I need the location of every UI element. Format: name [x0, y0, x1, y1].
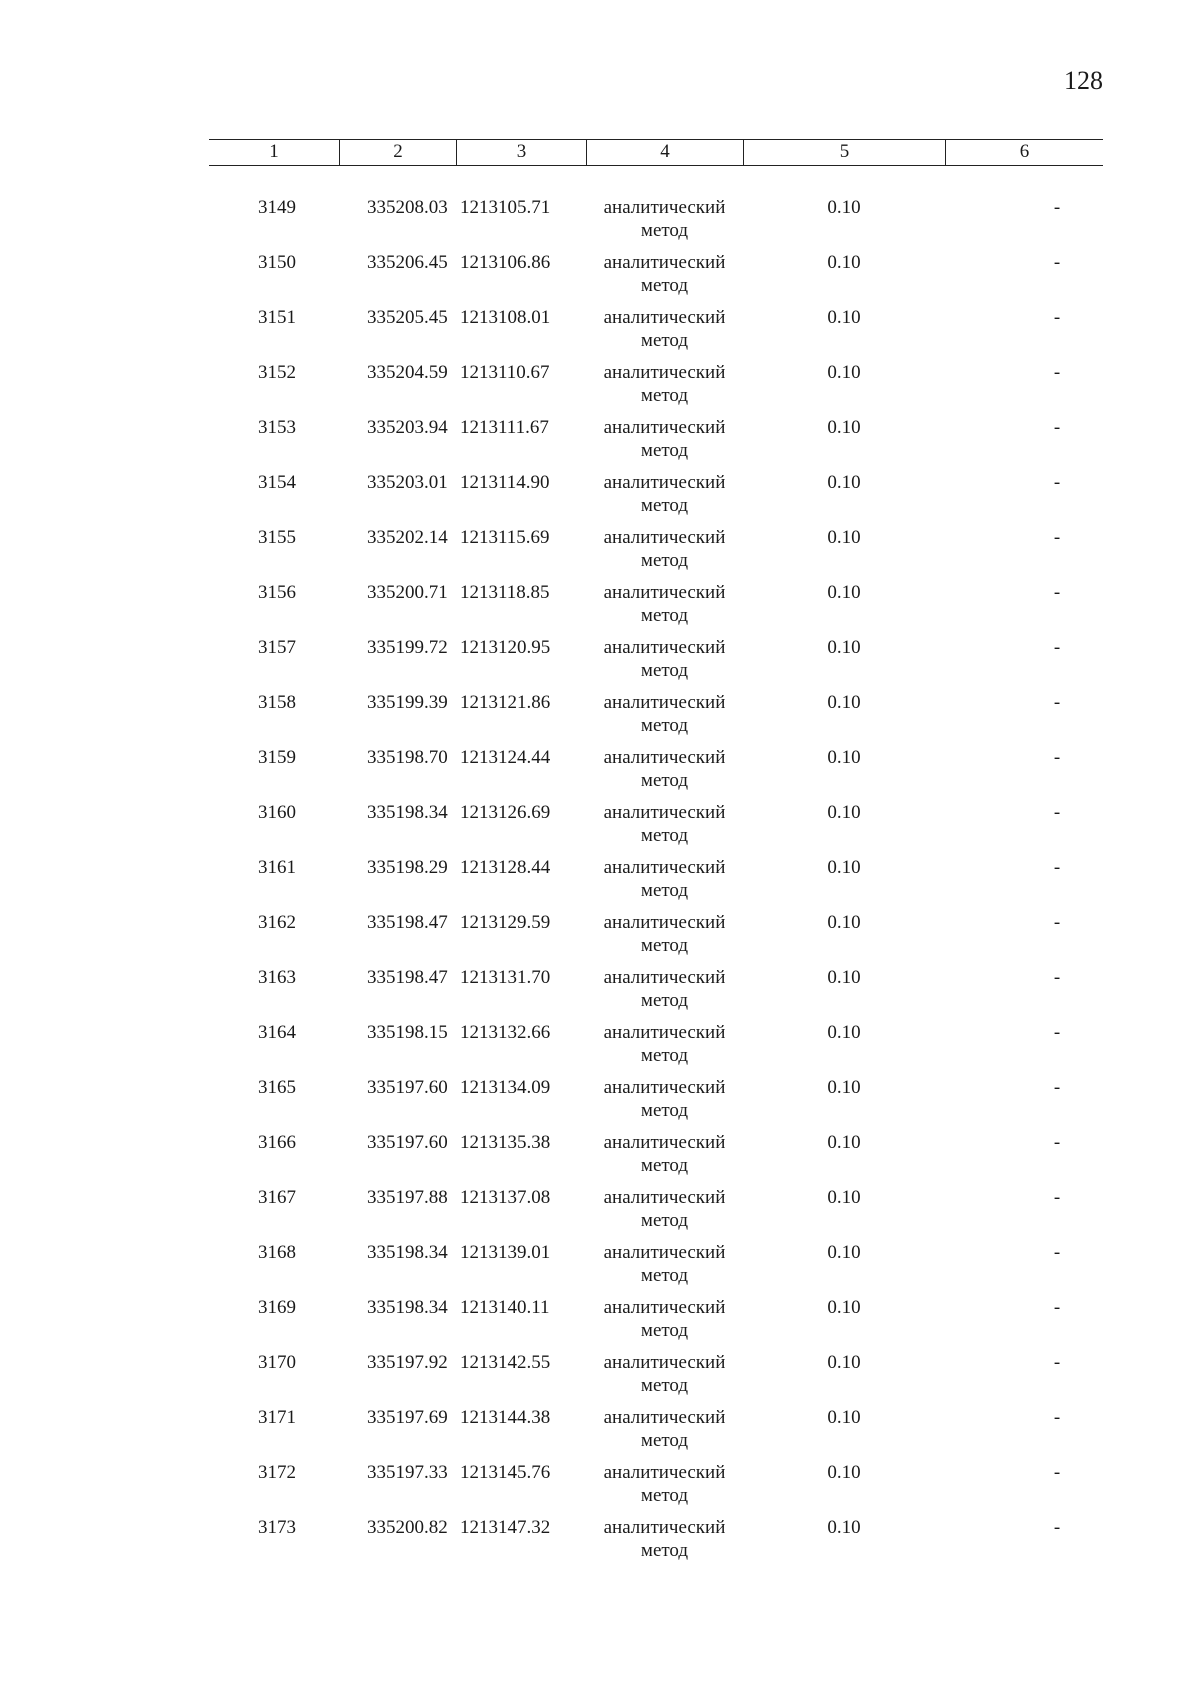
- y-coordinate-cell: 1213135.38: [460, 1132, 551, 1153]
- method-cell: [586, 1516, 743, 1571]
- x-coordinate-cell: 335197.88: [367, 1187, 448, 1208]
- error-cell: 0.10: [827, 1187, 861, 1208]
- y-coordinate-cell: 1213120.95: [460, 637, 551, 658]
- header-cell: 6: [945, 140, 1103, 165]
- table-row: [209, 1351, 1103, 1406]
- method-line-2: метод: [640, 660, 689, 681]
- method-cell: [586, 526, 743, 581]
- error-cell: 0.10: [827, 802, 861, 823]
- x-coordinate-cell: 335202.14: [367, 527, 448, 548]
- x-coordinate-cell: 335197.60: [367, 1077, 448, 1098]
- table-row: [209, 856, 1103, 911]
- method-line-1: аналитический: [603, 1187, 726, 1208]
- method-cell: [586, 1461, 743, 1516]
- note-cell: -: [1053, 1297, 1061, 1318]
- method-line-1: аналитический: [603, 1077, 726, 1098]
- note-cell: -: [1053, 802, 1061, 823]
- error-cell: 0.10: [827, 1242, 861, 1263]
- method-line-1: аналитический: [603, 307, 726, 328]
- method-line-2: метод: [640, 880, 689, 901]
- x-coordinate-cell: 335197.69: [367, 1407, 448, 1428]
- error-cell: 0.10: [827, 472, 861, 493]
- y-coordinate-cell: 1213111.67: [460, 417, 549, 438]
- error-cell: 0.10: [827, 1077, 861, 1098]
- table-row: [209, 636, 1103, 691]
- table-row: [209, 1021, 1103, 1076]
- error-cell: 0.10: [827, 1352, 861, 1373]
- method-line-1: аналитический: [603, 637, 726, 658]
- error-cell: 0.10: [827, 692, 861, 713]
- table-row: [209, 1076, 1103, 1131]
- y-coordinate-cell: 1213106.86: [460, 252, 551, 273]
- note-cell: -: [1053, 1077, 1061, 1098]
- method-line-1: аналитический: [603, 802, 726, 823]
- note-cell: -: [1053, 1022, 1061, 1043]
- x-coordinate-cell: 335198.34: [367, 1242, 448, 1263]
- method-line-1: аналитический: [603, 1242, 726, 1263]
- note-cell: -: [1053, 1407, 1061, 1428]
- y-coordinate-cell: 1213145.76: [460, 1462, 551, 1483]
- method-line-1: аналитический: [603, 1352, 726, 1373]
- method-line-2: метод: [640, 1540, 689, 1561]
- y-coordinate-cell: 1213129.59: [460, 912, 551, 933]
- note-cell: -: [1053, 1132, 1061, 1153]
- note-cell: -: [1053, 692, 1061, 713]
- point-number-cell: 3152: [258, 362, 296, 383]
- point-number-cell: 3150: [258, 252, 296, 273]
- x-coordinate-cell: 335197.33: [367, 1462, 448, 1483]
- method-cell: [586, 801, 743, 856]
- method-line-1: аналитический: [603, 747, 726, 768]
- method-line-1: аналитический: [603, 1517, 726, 1538]
- method-line-2: метод: [640, 330, 689, 351]
- table-row: [209, 966, 1103, 1021]
- x-coordinate-cell: 335199.39: [367, 692, 448, 713]
- y-coordinate-cell: 1213121.86: [460, 692, 551, 713]
- x-coordinate-cell: 335197.92: [367, 1352, 448, 1373]
- method-line-2: метод: [640, 1210, 689, 1231]
- point-number-cell: 3164: [258, 1022, 296, 1043]
- method-cell: [586, 1131, 743, 1186]
- method-line-2: метод: [640, 990, 689, 1011]
- error-cell: 0.10: [827, 747, 861, 768]
- x-coordinate-cell: 335198.15: [367, 1022, 448, 1043]
- table-row: [209, 471, 1103, 526]
- error-cell: 0.10: [827, 527, 861, 548]
- table-row: [209, 1241, 1103, 1296]
- point-number-cell: 3158: [258, 692, 296, 713]
- table-row: [209, 1186, 1103, 1241]
- note-cell: -: [1053, 912, 1061, 933]
- method-line-1: аналитический: [603, 912, 726, 933]
- y-coordinate-cell: 1213115.69: [460, 527, 550, 548]
- method-line-1: аналитический: [603, 197, 726, 218]
- y-coordinate-cell: 1213142.55: [460, 1352, 551, 1373]
- method-line-1: аналитический: [603, 1462, 726, 1483]
- coordinates-table: [209, 139, 1103, 1571]
- y-coordinate-cell: 1213114.90: [460, 472, 550, 493]
- table-row: [209, 1296, 1103, 1351]
- header-cell: 1: [269, 141, 279, 162]
- note-cell: -: [1053, 362, 1061, 383]
- table-row: [209, 196, 1103, 251]
- note-cell: -: [1053, 1462, 1061, 1483]
- method-line-2: метод: [640, 220, 689, 241]
- note-cell: -: [1053, 1187, 1061, 1208]
- method-line-2: метод: [640, 825, 689, 846]
- method-line-2: метод: [640, 770, 689, 791]
- point-number-cell: 3156: [258, 582, 296, 603]
- x-coordinate-cell: 335198.70: [367, 747, 448, 768]
- method-cell: [586, 636, 743, 691]
- method-line-1: аналитический: [603, 527, 726, 548]
- table-row: [209, 1461, 1103, 1516]
- method-line-2: метод: [640, 1155, 689, 1176]
- point-number-cell: 3149: [258, 197, 296, 218]
- point-number-cell: 3171: [258, 1407, 296, 1428]
- method-cell: [586, 306, 743, 361]
- point-number-cell: 3165: [258, 1077, 296, 1098]
- header-cell: 4: [586, 140, 743, 165]
- point-number-cell: 3154: [258, 472, 296, 493]
- error-cell: 0.10: [827, 307, 861, 328]
- table-body: [209, 166, 1103, 1571]
- note-cell: -: [1053, 472, 1061, 493]
- note-cell: -: [1053, 967, 1061, 988]
- method-line-1: аналитический: [603, 857, 726, 878]
- method-cell: [586, 1406, 743, 1461]
- note-cell: -: [1053, 857, 1061, 878]
- point-number-cell: 3161: [258, 857, 296, 878]
- error-cell: 0.10: [827, 1462, 861, 1483]
- method-line-1: аналитический: [603, 967, 726, 988]
- method-line-2: метод: [640, 935, 689, 956]
- method-cell: [586, 1241, 743, 1296]
- method-cell: [586, 251, 743, 306]
- error-cell: 0.10: [827, 1407, 861, 1428]
- error-cell: 0.10: [827, 197, 861, 218]
- header-cell: 3: [456, 140, 586, 165]
- y-coordinate-cell: 1213147.32: [460, 1517, 551, 1538]
- error-cell: 0.10: [827, 967, 861, 988]
- point-number-cell: 3159: [258, 747, 296, 768]
- note-cell: -: [1053, 197, 1061, 218]
- method-line-2: метод: [640, 550, 689, 571]
- table-row: [209, 581, 1103, 636]
- table-row: [209, 1406, 1103, 1461]
- x-coordinate-cell: 335198.34: [367, 802, 448, 823]
- error-cell: 0.10: [827, 417, 861, 438]
- table-row: [209, 1131, 1103, 1186]
- method-line-1: аналитический: [603, 582, 726, 603]
- method-line-1: аналитический: [603, 692, 726, 713]
- error-cell: 0.10: [827, 1297, 861, 1318]
- point-number-cell: 3160: [258, 802, 296, 823]
- x-coordinate-cell: 335203.01: [367, 472, 448, 493]
- y-coordinate-cell: 1213124.44: [460, 747, 551, 768]
- method-cell: [586, 746, 743, 801]
- x-coordinate-cell: 335203.94: [367, 417, 448, 438]
- y-coordinate-cell: 1213108.01: [460, 307, 551, 328]
- table-row: [209, 801, 1103, 856]
- note-cell: -: [1053, 307, 1061, 328]
- table-row: [209, 361, 1103, 416]
- point-number-cell: 3157: [258, 637, 296, 658]
- method-line-1: аналитический: [603, 1407, 726, 1428]
- method-cell: [586, 196, 743, 251]
- method-line-2: метод: [640, 440, 689, 461]
- note-cell: -: [1053, 417, 1061, 438]
- method-line-2: метод: [640, 1045, 689, 1066]
- table-row: [209, 746, 1103, 801]
- method-line-2: метод: [640, 385, 689, 406]
- point-number-cell: 3151: [258, 307, 296, 328]
- point-number-cell: 3170: [258, 1352, 296, 1373]
- x-coordinate-cell: 335198.47: [367, 967, 448, 988]
- x-coordinate-cell: 335198.29: [367, 857, 448, 878]
- method-cell: [586, 361, 743, 416]
- note-cell: -: [1053, 252, 1061, 273]
- method-line-1: аналитический: [603, 362, 726, 383]
- note-cell: -: [1053, 1242, 1061, 1263]
- method-cell: [586, 1021, 743, 1076]
- error-cell: 0.10: [827, 252, 861, 273]
- method-line-1: аналитический: [603, 1022, 726, 1043]
- table-row: [209, 526, 1103, 581]
- x-coordinate-cell: 335205.45: [367, 307, 448, 328]
- y-coordinate-cell: 1213128.44: [460, 857, 551, 878]
- table-row: [209, 416, 1103, 471]
- method-line-2: метод: [640, 1485, 689, 1506]
- error-cell: 0.10: [827, 1022, 861, 1043]
- method-line-2: метод: [640, 1100, 689, 1121]
- error-cell: 0.10: [827, 1132, 861, 1153]
- note-cell: -: [1053, 582, 1061, 603]
- method-line-2: метод: [640, 1320, 689, 1341]
- point-number-cell: 3155: [258, 527, 296, 548]
- point-number-cell: 3167: [258, 1187, 296, 1208]
- y-coordinate-cell: 1213126.69: [460, 802, 551, 823]
- note-cell: -: [1053, 637, 1061, 658]
- method-cell: [586, 1351, 743, 1406]
- note-cell: -: [1053, 747, 1061, 768]
- x-coordinate-cell: 335199.72: [367, 637, 448, 658]
- method-line-2: метод: [640, 275, 689, 296]
- error-cell: 0.10: [827, 912, 861, 933]
- point-number-cell: 3153: [258, 417, 296, 438]
- x-coordinate-cell: 335197.60: [367, 1132, 448, 1153]
- method-cell: [586, 911, 743, 966]
- y-coordinate-cell: 1213118.85: [460, 582, 550, 603]
- x-coordinate-cell: 335208.03: [367, 197, 448, 218]
- method-line-2: метод: [640, 605, 689, 626]
- point-number-cell: 3162: [258, 912, 296, 933]
- x-coordinate-cell: 335200.82: [367, 1517, 448, 1538]
- method-cell: [586, 1296, 743, 1351]
- error-cell: 0.10: [827, 637, 861, 658]
- error-cell: 0.10: [827, 1517, 861, 1538]
- method-cell: [586, 1076, 743, 1131]
- method-line-2: метод: [640, 495, 689, 516]
- method-cell: [586, 856, 743, 911]
- y-coordinate-cell: 1213139.01: [460, 1242, 551, 1263]
- note-cell: -: [1053, 1517, 1061, 1538]
- table-row: [209, 911, 1103, 966]
- table-header: [209, 139, 1103, 166]
- page-number: 128: [1064, 66, 1103, 95]
- method-cell: [586, 416, 743, 471]
- method-line-2: метод: [640, 1265, 689, 1286]
- y-coordinate-cell: 1213132.66: [460, 1022, 551, 1043]
- y-coordinate-cell: 1213134.09: [460, 1077, 551, 1098]
- y-coordinate-cell: 1213110.67: [460, 362, 550, 383]
- method-line-2: метод: [640, 715, 689, 736]
- x-coordinate-cell: 335200.71: [367, 582, 448, 603]
- table-row: [209, 306, 1103, 361]
- table-row: [209, 251, 1103, 306]
- method-line-1: аналитический: [603, 1132, 726, 1153]
- point-number-cell: 3166: [258, 1132, 296, 1153]
- method-cell: [586, 966, 743, 1021]
- note-cell: -: [1053, 1352, 1061, 1373]
- method-line-1: аналитический: [603, 1297, 726, 1318]
- y-coordinate-cell: 1213131.70: [460, 967, 551, 988]
- error-cell: 0.10: [827, 362, 861, 383]
- header-cell: 5: [743, 140, 945, 165]
- point-number-cell: 3169: [258, 1297, 296, 1318]
- y-coordinate-cell: 1213144.38: [460, 1407, 551, 1428]
- method-cell: [586, 471, 743, 526]
- table-row: [209, 691, 1103, 746]
- header-cell: 2: [339, 140, 456, 165]
- method-line-2: метод: [640, 1375, 689, 1396]
- point-number-cell: 3168: [258, 1242, 296, 1263]
- x-coordinate-cell: 335198.34: [367, 1297, 448, 1318]
- y-coordinate-cell: 1213105.71: [460, 197, 551, 218]
- table-row: [209, 1516, 1103, 1571]
- method-cell: [586, 691, 743, 746]
- point-number-cell: 3173: [258, 1517, 296, 1538]
- y-coordinate-cell: 1213137.08: [460, 1187, 551, 1208]
- error-cell: 0.10: [827, 857, 861, 878]
- method-cell: [586, 581, 743, 636]
- y-coordinate-cell: 1213140.11: [460, 1297, 550, 1318]
- method-line-1: аналитический: [603, 417, 726, 438]
- method-line-1: аналитический: [603, 252, 726, 273]
- error-cell: 0.10: [827, 582, 861, 603]
- method-cell: [586, 1186, 743, 1241]
- note-cell: -: [1053, 527, 1061, 548]
- x-coordinate-cell: 335204.59: [367, 362, 448, 383]
- point-number-cell: 3172: [258, 1462, 296, 1483]
- point-number-cell: 3163: [258, 967, 296, 988]
- x-coordinate-cell: 335206.45: [367, 252, 448, 273]
- method-line-2: метод: [640, 1430, 689, 1451]
- method-line-1: аналитический: [603, 472, 726, 493]
- x-coordinate-cell: 335198.47: [367, 912, 448, 933]
